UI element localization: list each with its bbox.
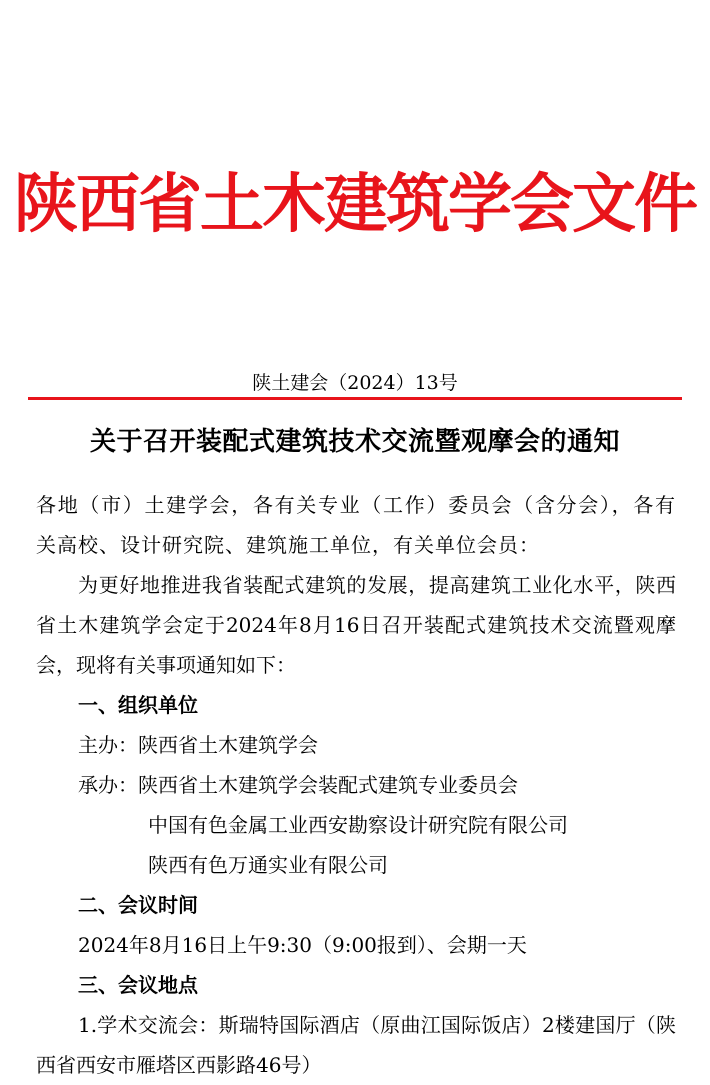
host-line: 主办：陕西省土木建筑学会 (78, 733, 318, 757)
location-item: 1.学术交流会：斯瑞特国际酒店（原曲江国际饭店）2楼建国厅（陕西省西安市雁塔区西影路46号） (36, 1013, 676, 1077)
meeting-time: 2024年8月16日上午9:30（9:00报到）、会期一天 (78, 933, 527, 957)
section-heading-time: 二、会议时间 (78, 893, 198, 917)
organizer-line (36, 765, 676, 805)
organizer-label: 承办： (78, 773, 138, 797)
document-header-title: 陕西省土木建筑学会文件 (14, 168, 696, 242)
red-divider-line (28, 397, 682, 400)
salutation-paragraph: 各地（市）土建学会，各有关专业（工作）委员会（含分会），各有关高校、设计研究院、建筑施工单位，有关单位会员： (36, 493, 676, 557)
intro-paragraph: 为更好地推进我省装配式建筑的发展，提高建筑工业化水平，陕西省土木建筑学会定于2024年8月16日召开装配式建筑技术交流暨观摩会，现将有关事项通知如下： (36, 573, 676, 677)
notice-title: 关于召开装配式建筑技术交流暨观摩会的通知 (89, 427, 620, 457)
organizer-item: 中国有色金属工业西安勘察设计研究院有限公司 (148, 813, 568, 837)
organizer-item: 陕西有色万通实业有限公司 (148, 853, 388, 877)
section-heading-organizers: 一、组织单位 (78, 693, 198, 717)
document-body (36, 485, 676, 1085)
organizer-item: 陕西省土木建筑学会装配式建筑专业委员会 (138, 773, 518, 797)
document-number: 陕土建会（2024）13号 (252, 372, 458, 394)
section-heading-location: 三、会议地点 (78, 973, 198, 997)
